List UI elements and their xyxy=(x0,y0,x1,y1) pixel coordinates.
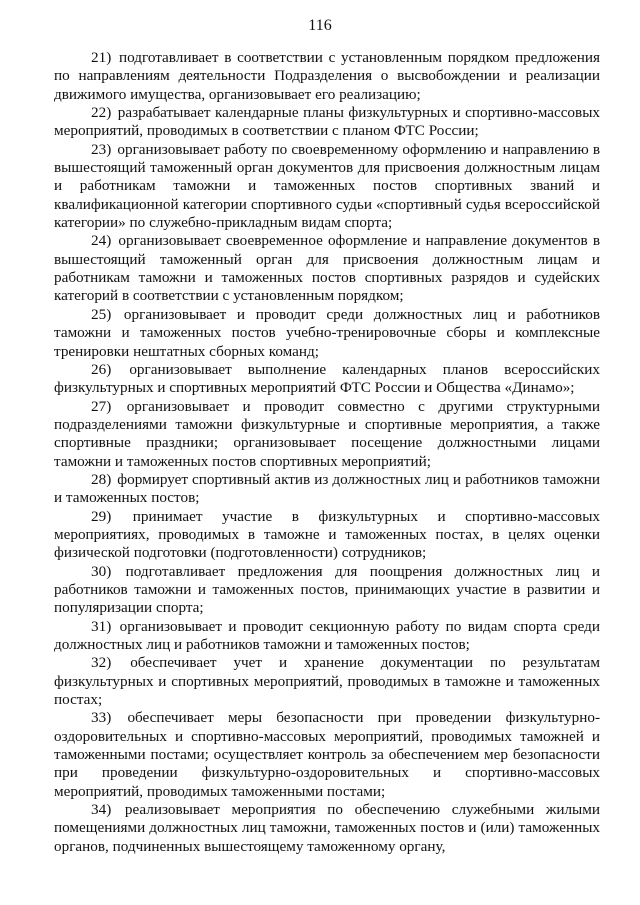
paragraph-34 xyxy=(54,801,600,856)
paragraph-23 xyxy=(54,141,600,233)
paragraph-number: 28) xyxy=(91,470,112,488)
page-number: 116 xyxy=(308,17,332,34)
paragraph-text: разрабатывает календарные планы физкультурных и спортивно-массовых мероприятий, проводимых в соответствии с планом ФТС России; xyxy=(54,104,600,140)
paragraph-24 xyxy=(54,232,600,305)
paragraph-text: обеспечивает учет и хранение документации по результатам физкультурных и спортивных мероприятий, проводимых в таможне и таможенных постах; xyxy=(54,654,601,709)
paragraph-number: 27) xyxy=(91,397,112,415)
paragraph-text: подготавливает в соответствии с установленным порядком предложения по направлениям деятельности Подразделения о высвобождении и реализации движимого имущества, организовывает его реализацию; xyxy=(54,49,601,103)
paragraph-number: 34) xyxy=(91,801,112,819)
paragraph-text: формирует спортивный актив из должностных лиц и работников таможни и таможенных постов; xyxy=(54,470,600,507)
paragraph-number: 33) xyxy=(91,709,112,727)
paragraph-number: 26) xyxy=(91,360,112,378)
paragraph-text: организовывает своевременное оформление и направление документов в вышестоящий таможенный орган для присвоения должностным лицам и работникам таможни и таможенных постов спортивных разрядов и судейских категорий в соответствии с установленным порядком; xyxy=(54,232,601,305)
paragraph-text: организовывает и проводит секционную работу по видам спорта среди должностных лиц и работников таможни и таможенных постов; xyxy=(54,617,600,653)
paragraph-text: обеспечивает меры безопасности при проведении физкультурно-оздоровительных и спортивно-массовых мероприятий, проводимых таможней и таможенными постами; осуществляет контроль за обеспечением мер безопасности при проведении физкультурно-оздоровительных и спортивно-массовых мероприятий, проводимых таможенными постами; xyxy=(54,709,600,800)
paragraph-21 xyxy=(54,49,600,104)
paragraph-number: 24) xyxy=(91,232,112,250)
paragraph-text: принимает участие в физкультурных и спортивно-массовых мероприятиях, проводимых в таможне и таможенных постах, в целях оценки физической подготовки (подготовленности) сотрудников; xyxy=(54,507,600,562)
paragraph-27 xyxy=(54,398,600,471)
paragraph-33 xyxy=(54,709,600,801)
paragraph-text: организовывает работу по своевременному оформлению и направлению в вышестоящий таможенный орган документов для присвоения должностным лицам и работникам таможни и таможенных постов спортивных званий и квалификационной категории спортивного судьи «спортивный судья всероссийской категории» по служебно-прикладным видам спорта; xyxy=(54,140,600,232)
paragraph-number: 31) xyxy=(91,617,112,635)
paragraph-number: 30) xyxy=(91,562,112,580)
paragraph-number: 32) xyxy=(91,654,112,672)
paragraph-text: организовывает выполнение календарных планов всероссийских физкультурных и спортивных мероприятий ФТС России и Общества «Динамо»; xyxy=(54,360,601,397)
paragraph-30 xyxy=(54,563,600,618)
paragraph-number: 21) xyxy=(91,49,112,66)
paragraph-31 xyxy=(54,618,600,655)
document-body xyxy=(54,49,600,856)
paragraph-number: 22) xyxy=(91,104,112,122)
paragraph-25 xyxy=(54,306,600,361)
paragraph-22 xyxy=(54,104,600,141)
paragraph-text: организовывает и проводит совместно с другими структурными подразделениями таможни физкультурные и спортивные мероприятия, а также спортивные праздники; организовывает посещение должностными лицами таможни и таможенных постов спортивных мероприятий; xyxy=(54,397,600,470)
paragraph-text: реализовывает мероприятия по обеспечению служебными жилыми помещениями должностных лиц таможни, таможенных постов и (или) таможенных органов, подчиненных вышестоящему таможенному органу, xyxy=(54,801,601,855)
paragraph-28 xyxy=(54,471,600,508)
paragraph-32 xyxy=(54,654,600,709)
paragraph-text: организовывает и проводит среди должностных лиц и работников таможни и таможенных постов учебно-тренировочные сборы и комплексные тренировки нештатных сборных команд; xyxy=(54,305,600,360)
paragraph-26 xyxy=(54,361,600,398)
paragraph-number: 23) xyxy=(91,140,112,158)
paragraph-number: 29) xyxy=(91,507,112,525)
paragraph-number: 25) xyxy=(91,305,112,323)
paragraph-text: подготавливает предложения для поощрения должностных лиц и работников таможни и таможенных постов, принимающих участие в развитии и популяризации спорта; xyxy=(54,562,600,617)
paragraph-29 xyxy=(54,508,600,563)
